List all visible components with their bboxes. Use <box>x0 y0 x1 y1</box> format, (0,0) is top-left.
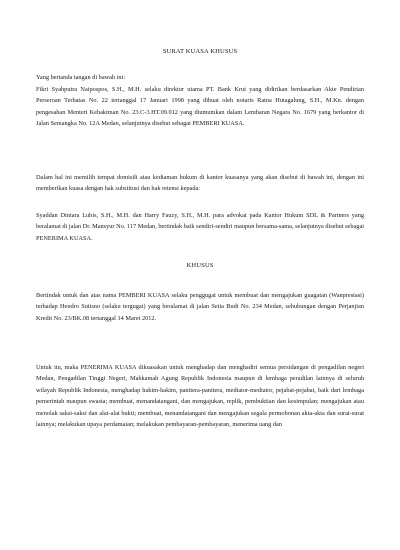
grantee-paragraph: Syaddan Dintara Lubis, S.H., M.H. dan Harry Fauzy, S.H., M.H. para advokat pada Kantor Hukum SDL & Partners yang beralamat di jalan Dr. Mansyur No. 117 Medan, bertindak baik sendiri-sendiri maupun bersama-sama, selanjutnya disebut sebagai PENERIMA KUASA. <box>36 212 364 242</box>
section-subtitle: KHUSUS <box>186 262 214 269</box>
domicile-paragraph: Dalam hal ini memilih tempat domisili atau kediaman hukum di kantor kuasanya yang akan disebut di bawah ini, dengan ini memberikan kuasa dengan hak substitusi dan hak retensi kepada: <box>36 174 364 193</box>
purpose-paragraph: Bertindak untuk dan atas nama PEMBERI KUASA selaku penggugat untuk membuat dan mengajukan guagatan (Wanprestasi) terhadap Hendro Sutisno (selaku tergugat) yang beralamat di jalan Setia Budi No. 234 Medan, sehubungan dengan Perjanjian Kredit No. 23/BK.08 tertanggal 14 Maret 2012. <box>36 292 364 322</box>
grantor-paragraph: Fikri Syahputra Naipospos, S.H., M.H. selaku direktur utama PT. Bank Krut yang didirikan berdasarkan Akte Pendirian Perseroan Terbatas No. 22 tertanggal 17 Januari 1998 yang dibuat oleh notaris Ratna Hutagalung, S.H., M.Kn. dengan pengesahan Menteri Kehakiman No. 23.C-3.HT.09.012 yang diumumkan dalam Lembaran Negara No. 1679 yang berkantor di Jalan Semangka No. 12A Medan, selanjutnya disebut sebagai PEMBERI KUASA. <box>36 86 364 128</box>
intro-text: Yang bertanda tangan di bawah ini: <box>36 74 126 81</box>
document-title: SURAT KUASA KHUSUS <box>162 48 238 55</box>
powers-paragraph: Untuk itu, maka PENERIMA KUASA dikuasakan untuk menghadap dan menghadiri semua persidangan di pengadilan negeri Medan, Pengadilan Tinggi Negeri, Mahkamah Agung Republik Indonesia maupun di lembaga peradilan lainnya di seluruh wilayah Republik Indonesia, menghadap hakim-hakim, panitera-panitera, mediator-mediator, pejabat-pejabat, baik dari lembaga pemerintah maupun swasta; membuat, menandatangani, dan mengajukan, replik, pembuktian dan kesimpulan; mengajukan atau menolak saksi-saksi dan alat-alat bukti; membuat, menandatangani dan mengajukan segala permohonan akta-akta dan surat-surat lainnya; melakukan upaya perdamaian; melakukan pembayaran-pembayaran, menerima uang dan <box>36 364 364 429</box>
